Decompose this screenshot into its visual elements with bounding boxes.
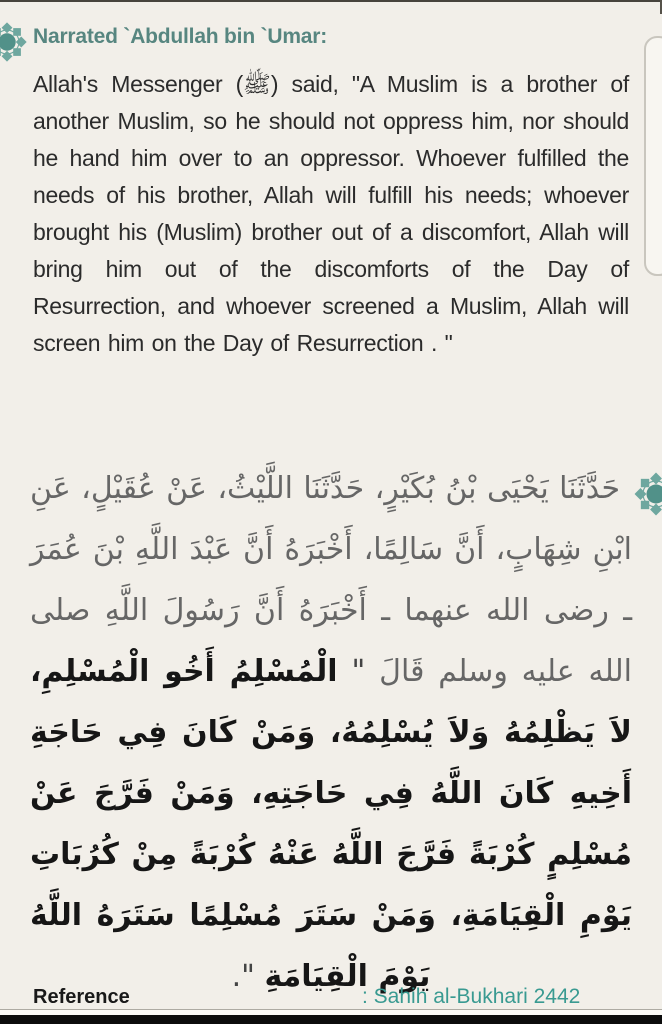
- quote-open: ": [337, 654, 380, 689]
- rosette-icon: [0, 20, 29, 64]
- quote-close: ".: [231, 959, 265, 994]
- top-border-line: [0, 0, 662, 2]
- isnad-text: حَدَّثَنَا يَحْيَى بْنُ بُكَيْرٍ، حَدَّثَنَا اللَّيْثُ، عَنْ عُقَيْلٍ، عَنِ ابْنِ شِهَابٍ، أَنَّ سَالِمًا، أَخْبَرَهُ أَنَّ عَبْدَ اللَّهِ بْنَ عُمَرَ ـ رضى الله عنهما ـ أَخْبَرَهُ أَنَّ رَسُولَ اللَّهِ صلى الله عليه وسلم قَالَ: [30, 471, 633, 689]
- matn-text: الْمُسْلِمُ أَخُو الْمُسْلِمِ، لاَ يَظْلِمُهُ وَلاَ يُسْلِمُهُ، وَمَنْ كَانَ فِي حَاجَةِ أَخِيهِ كَانَ اللَّهُ فِي حَاجَتِهِ، وَمَنْ فَرَّجَ عَنْ مُسْلِمٍ كُرْبَةً فَرَّجَ اللَّهُ عَنْهُ كُرْبَةً مِنْ كُرُبَاتِ يَوْمِ الْقِيَامَةِ، وَمَنْ سَتَرَ مُسْلِمًا سَتَرَهُ اللَّهُ يَوْمَ الْقِيَامَةِ: [30, 654, 632, 994]
- scrollbar-thumb[interactable]: [644, 36, 662, 276]
- reference-label: Reference: [33, 986, 130, 1008]
- english-translation-text: Allah's Messenger (ﷺ) said, "A Muslim is a brother of another Muslim, so he should not oppress him, nor should he hand him over to an oppressor. Whoever fulfilled the needs of his brother, Allah will fulfill his needs; whoever brought his (Muslim) brother out of a discomfort, Allah will bring him out of the discomforts of the Day of Resurrection, and whoever screened a Muslim, Allah will screen him on the Day of Resurrection . ": [33, 71, 629, 356]
- first-line-indent: [620, 458, 632, 510]
- arabic-hadith-text: [30, 458, 632, 1007]
- narrator-header: [0, 18, 662, 70]
- rosette-icon: [632, 470, 662, 518]
- bottom-black-bar: [0, 1015, 662, 1024]
- arabic-hadith-block: [30, 458, 632, 1007]
- narrator-title: Narrated `Abdullah bin `Umar:: [33, 25, 328, 48]
- reference-link[interactable]: : Sahih al-Bukhari 2442: [362, 985, 581, 1008]
